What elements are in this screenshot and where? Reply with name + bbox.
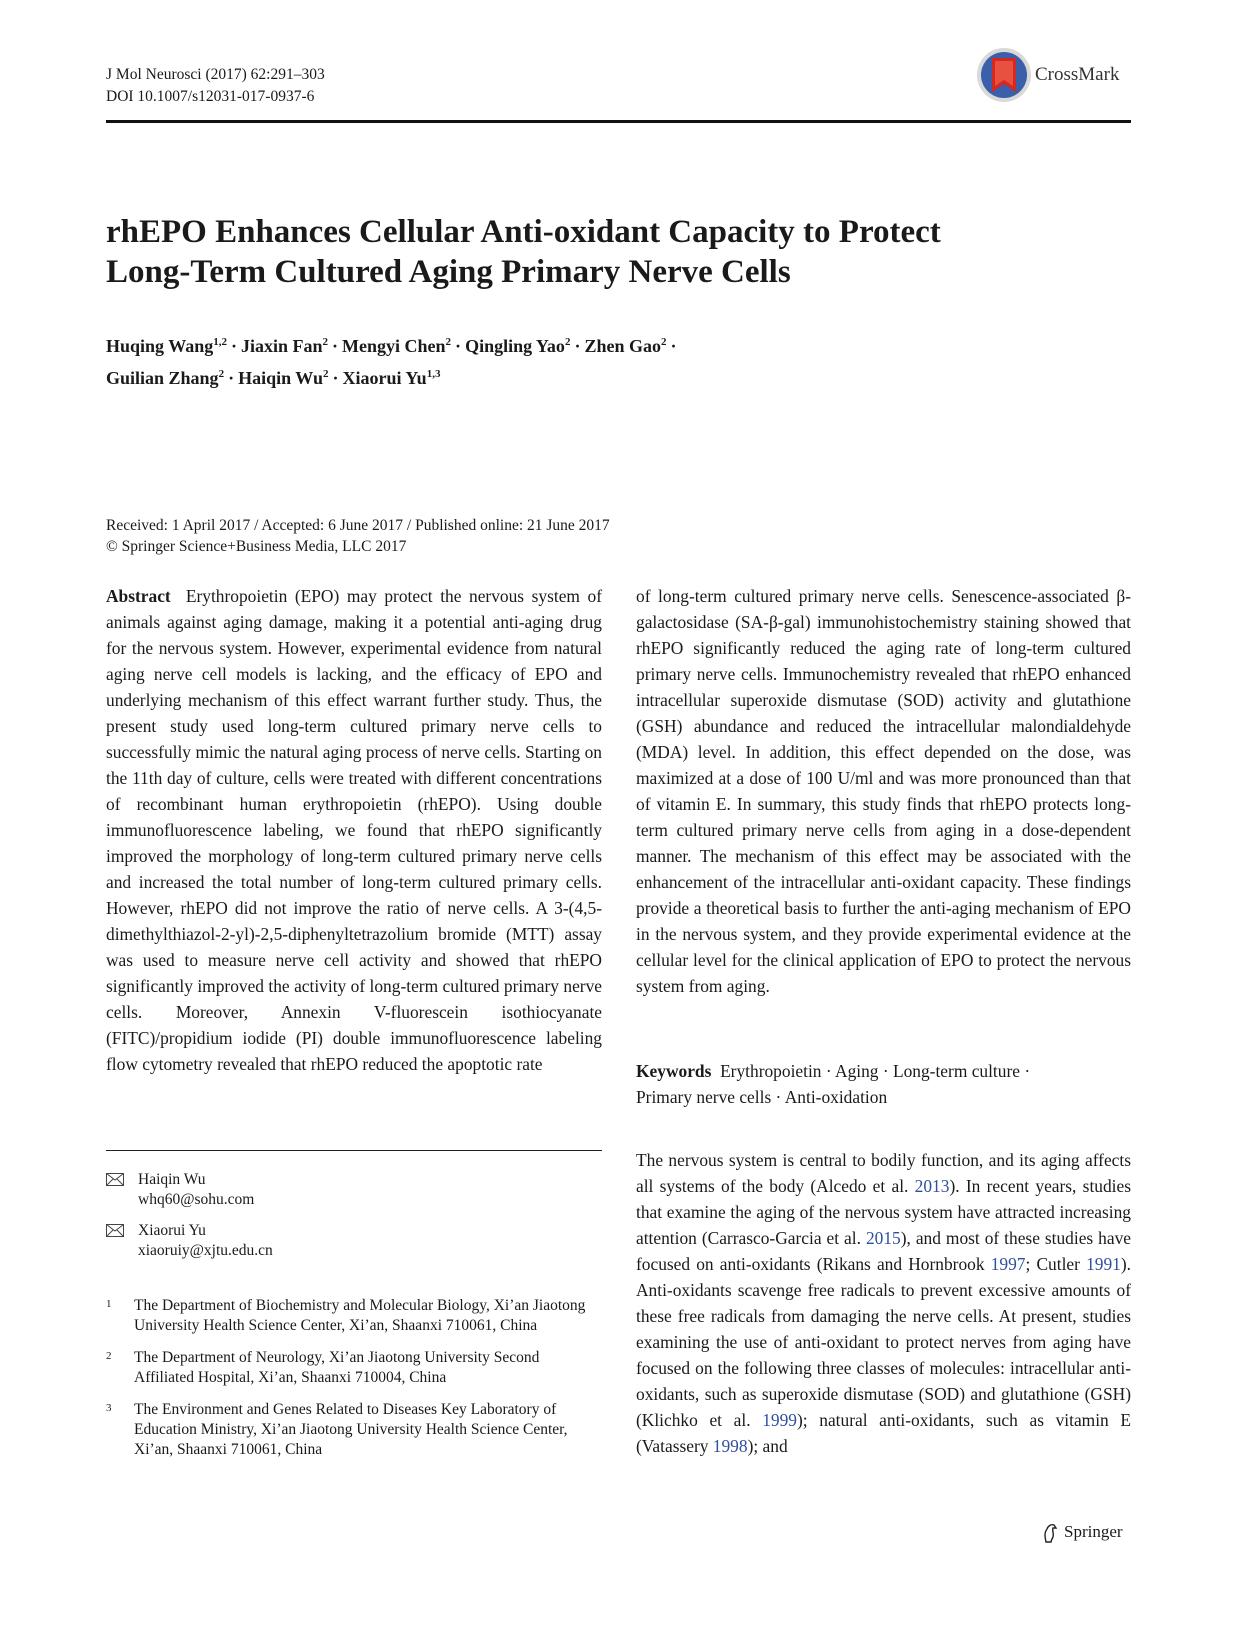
- keywords-list-2: Primary nerve cells · Anti-oxidation: [636, 1087, 888, 1107]
- citation-link[interactable]: 1991: [1086, 1254, 1121, 1274]
- author-name[interactable]: Mengyi Chen: [342, 336, 446, 356]
- footnote-rule: [106, 1150, 602, 1151]
- author-name[interactable]: Qingling Yao: [465, 336, 565, 356]
- intro-text: ). Anti-oxidants scavenge free radicals to prevent excessive amounts of these free radicals from damaging the nerve cells. At present, studies examining the use of anti-oxidant to protect nerves from aging have focused on the following three classes of molecules: intracellular anti-oxidants, such as superoxide dismutase (SOD) and glutathione (GSH) (Klichko et al.: [636, 1254, 1131, 1430]
- affiliation-text: The Department of Biochemistry and Molecular Biology, Xi’an Jiaotong University Health Science Center, Xi’an, Shaanxi 710061, China: [134, 1297, 586, 1334]
- author-affil: 2: [660, 336, 667, 348]
- springer-horse-icon: [1042, 1523, 1058, 1543]
- affiliation-entry: [106, 1296, 602, 1336]
- author-list: [106, 328, 1106, 392]
- citation-link[interactable]: 1999: [762, 1410, 797, 1430]
- contact-email[interactable]: whq60@sohu.com: [138, 1191, 255, 1208]
- author-affil: 2: [218, 368, 225, 380]
- affiliation-number: 2: [106, 1350, 112, 1362]
- citation-link[interactable]: 2015: [865, 1228, 901, 1248]
- contact-name: Haiqin Wu: [138, 1171, 206, 1188]
- dates-line: Received: 1 April 2017 / Accepted: 6 June 2017 / Published online: 21 June 2017: [106, 517, 610, 534]
- author-separator: ·: [332, 368, 339, 388]
- citation-link[interactable]: 1998: [712, 1436, 748, 1456]
- author-separator: ·: [332, 336, 339, 356]
- crossmark-badge[interactable]: [975, 46, 1133, 104]
- abstract-heading: Abstract: [106, 586, 171, 606]
- correspondence-contacts: [106, 1170, 602, 1272]
- keywords: [636, 1058, 1131, 1110]
- author-affil: 2: [445, 336, 452, 348]
- affiliations: [106, 1296, 602, 1472]
- contact-entry: [106, 1170, 602, 1210]
- author-separator: ·: [455, 336, 462, 356]
- abstract-text-left: Erythropoietin (EPO) may protect the nervous system of animals against aging damage, making it a potential anti-aging drug for the nervous system. However, experimental evidence from natural aging nerve cell models is lacking, and the efficacy of EPO and underlying mechanism of this effect warrant further study. Thus, the present study used long-term cultured primary nerve cells to successfully mimic the natural aging process of nerve cells. Starting on the 11th day of culture, cells were treated with different concentrations of recombinant human erythropoietin (rhEPO). Using double immunofluorescence labeling, we found that rhEPO significantly improved the morphology of long-term cultured primary nerve cells and increased the total number of long-term cultured primary cells. However, rhEPO did not improve the ratio of nerve cells. A 3-(4,5-dimethylthiazol-2-yl)-2,5-diphenyltetrazolium bromide (MTT) assay was used to measure nerve cell activity and showed that rhEPO significantly improved the activity of long-term cultured primary nerve cells. Moreover, Annexin V-fluorescein isothiocyanate (FITC)/propidium iodide (PI) double immunofluorescence labeling flow cytometry revealed that rhEPO reduced the apoptotic rate: [106, 586, 602, 1074]
- author-separator: ·: [230, 336, 237, 356]
- doi-line[interactable]: DOI 10.1007/s12031-017-0937-6: [106, 88, 315, 105]
- intro-text: ); and: [747, 1436, 788, 1456]
- affiliation-entry: [106, 1400, 602, 1460]
- contact-name: Xiaorui Yu: [138, 1222, 206, 1239]
- title-line-2: Long-Term Cultured Aging Primary Nerve Cells: [106, 254, 791, 290]
- publisher-name: Springer: [1064, 1522, 1123, 1541]
- intro-text: ; Cutler: [1025, 1254, 1087, 1274]
- affiliation-number: 3: [106, 1402, 112, 1414]
- crossmark-icon: [975, 46, 1033, 104]
- abstract-left-column: [106, 583, 602, 1077]
- author-separator: ·: [670, 336, 677, 356]
- intro-text: ); natural anti-oxidants, such as vitamin E (Vatassery: [636, 1410, 1132, 1456]
- author-affil: 2: [322, 336, 329, 348]
- author-name[interactable]: Xiaorui Yu: [342, 368, 427, 388]
- author-line-2: [106, 360, 1106, 392]
- article-title: [106, 212, 1126, 292]
- affiliation-text: The Environment and Genes Related to Diseases Key Laboratory of Education Ministry, Xi’an Jiaotong University Health Science Center, Xi’an, Shaanxi 710061, China: [134, 1401, 568, 1458]
- crossmark-label: CrossMark: [1035, 64, 1120, 85]
- publication-dates: [106, 515, 610, 557]
- author-separator: ·: [574, 336, 581, 356]
- publisher-logo: [1042, 1522, 1123, 1543]
- affiliation-entry: [106, 1348, 602, 1388]
- affiliation-text: The Department of Neurology, Xi’an Jiaotong University Second Affiliated Hospital, Xi’an, Shaanxi 710004, China: [134, 1349, 540, 1386]
- affiliation-number: 1: [106, 1298, 112, 1310]
- abstract-text-right: of long-term cultured primary nerve cells. Senescence-associated β-galactosidase (SA-β-gal) immunohistochemistry staining showed that rhEPO significantly reduced the aging rate of long-term cultured primary nerve cells. Immunochemistry revealed that rhEPO enhanced intracellular superoxide dismutase (SOD) activity and glutathione (GSH) abundance and reduced the intracellular malondialdehyde (MDA) level. In addition, this effect depended on the dose, was maximized at a dose of 100 U/ml and was more pronounced than that of vitamin E. In summary, this study finds that rhEPO protects long-term cultured primary nerve cells from aging in a dose-dependent manner. The mechanism of this effect may be associated with the enhancement of the intracellular anti-oxidant capacity. These findings provide a theoretical basis to further the anti-aging mechanism of EPO in the nervous system, and they provide experimental evidence at the cellular level for the clinical application of EPO to protect the nervous system from aging.: [636, 586, 1131, 996]
- contact-entry: [106, 1221, 602, 1261]
- keywords-heading: Keywords: [636, 1061, 712, 1081]
- keywords-line-1: [636, 1058, 1131, 1084]
- citation-link[interactable]: 1997: [990, 1254, 1026, 1274]
- header-rule: [106, 120, 1131, 123]
- author-affil: 2: [564, 336, 571, 348]
- intro-text: The nervous system is central to bodily function, and its aging affects all systems of the body (Alcedo et al.: [636, 1150, 1131, 1196]
- author-name[interactable]: Zhen Gao: [584, 336, 661, 356]
- author-name[interactable]: Huqing Wang: [106, 336, 214, 356]
- journal-citation: [106, 64, 325, 108]
- intro-paragraph: [636, 1147, 1131, 1459]
- journal-line: J Mol Neurosci (2017) 62:291–303: [106, 66, 325, 83]
- keywords-list-1: Erythropoietin · Aging · Long-term culture ·: [720, 1061, 1031, 1081]
- author-name[interactable]: Guilian Zhang: [106, 368, 219, 388]
- envelope-icon: [106, 1173, 124, 1186]
- intro-text: ), and most of these studies have focused on anti-oxidants (Rikans and Hornbrook: [636, 1228, 1131, 1274]
- envelope-icon: [106, 1224, 124, 1237]
- author-name[interactable]: Jiaxin Fan: [241, 336, 323, 356]
- author-affil: 2: [322, 368, 329, 380]
- author-line-1: [106, 328, 1106, 360]
- author-affil: 1,3: [426, 368, 441, 380]
- abstract-right-column: [636, 583, 1131, 999]
- citation-link[interactable]: 2013: [914, 1176, 950, 1196]
- title-line-1: rhEPO Enhances Cellular Anti-oxidant Capacity to Protect: [106, 214, 941, 250]
- author-name[interactable]: Haiqin Wu: [238, 368, 323, 388]
- copyright-line: © Springer Science+Business Media, LLC 2017: [106, 538, 407, 555]
- intro-text: ). In recent years, studies that examine the aging of the nervous system have attracted increasing attention (Carrasco-Garcia et al.: [636, 1176, 1131, 1248]
- contact-email[interactable]: xiaoruiy@xjtu.edu.cn: [138, 1242, 273, 1259]
- author-affil: 1,2: [213, 336, 227, 348]
- author-separator: ·: [228, 368, 235, 388]
